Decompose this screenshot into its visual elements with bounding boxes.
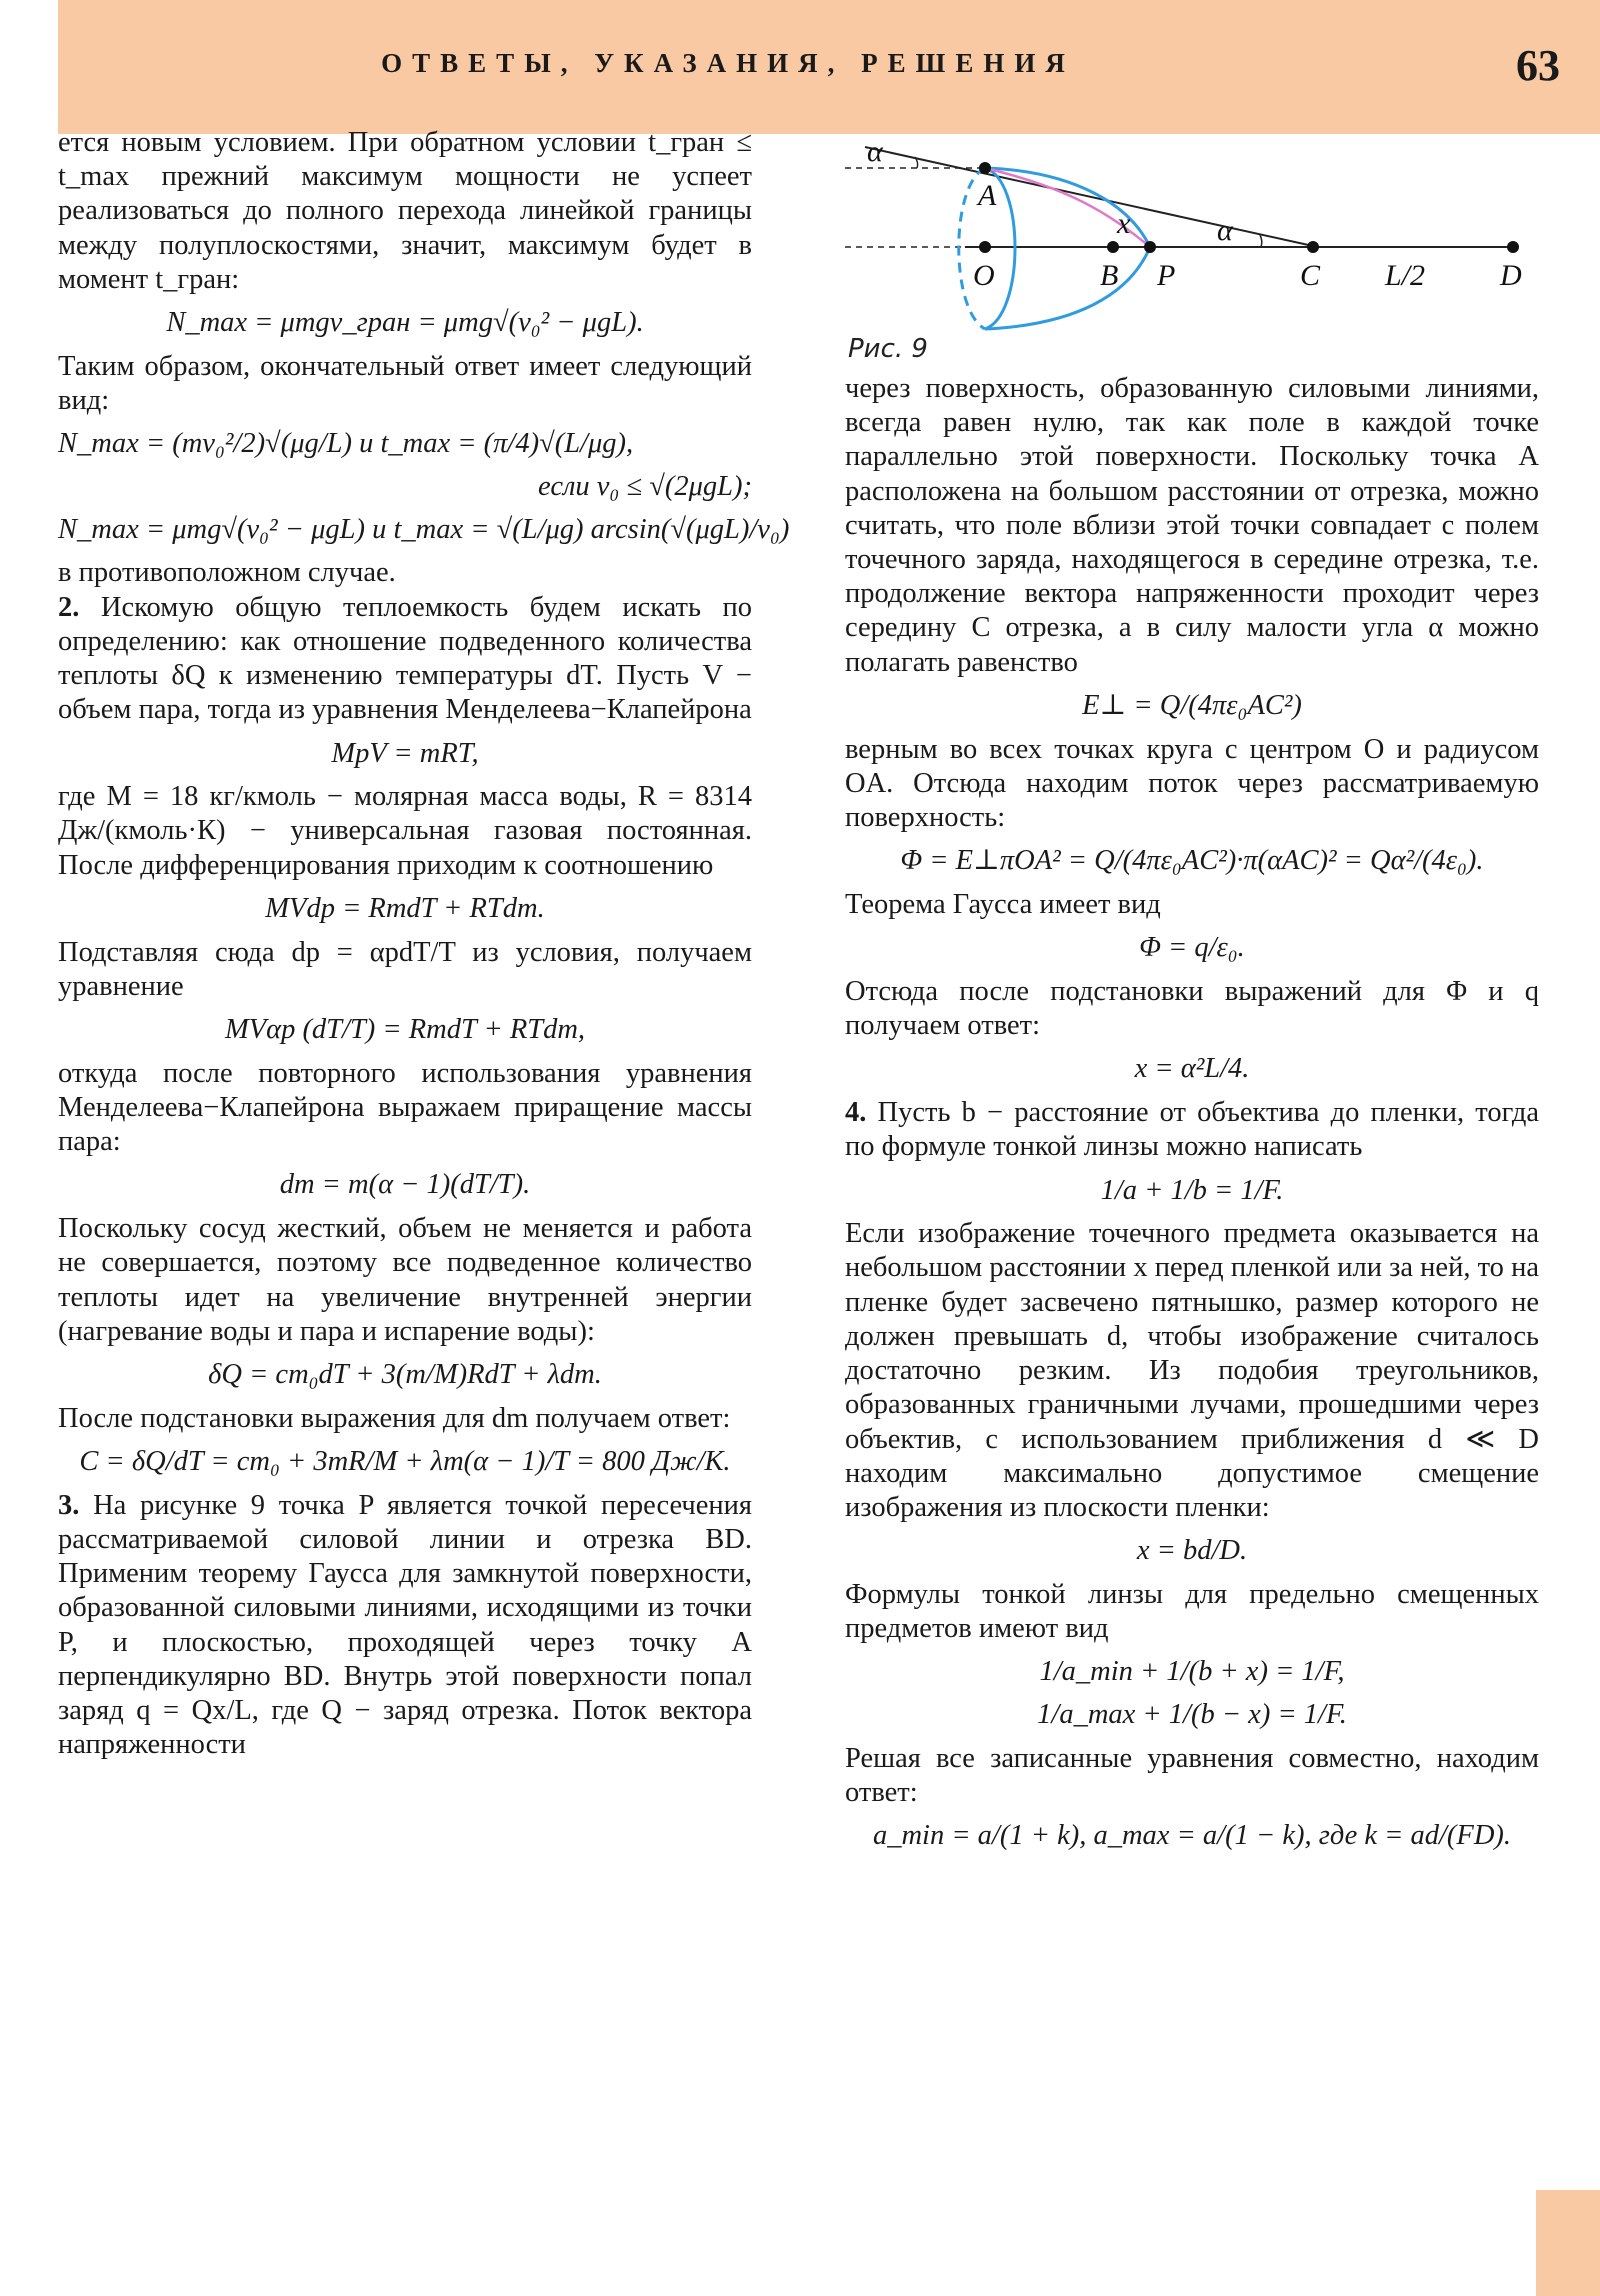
equation: 1/a + 1/b = 1/F. xyxy=(1100,1174,1284,1206)
paragraph: Теорема Гаусса имеет вид xyxy=(845,888,1161,920)
side-tab xyxy=(1536,2190,1600,2296)
paragraph: Поскольку сосуд жесткий, объем не меняется и работа не совершается, поэтому все подведенное количество теплоты идет на увеличение внутренней энергии (нагревание воды и пара и испарение воды): xyxy=(58,1213,752,1347)
paragraph: в противоположном случае. xyxy=(58,557,396,589)
label-B: B xyxy=(1100,259,1119,292)
paragraph: Подставляя сюда dp = αpdT/T из условия, получаем уравнение xyxy=(58,936,752,1002)
label-L2: L/2 xyxy=(1385,259,1426,292)
problem-number: 3. xyxy=(58,1489,80,1521)
label-A: A xyxy=(978,179,997,212)
equation: N_max = (mv₀²/2)√(μg/L) и t_max = (π/4)√(L/μg), xyxy=(58,428,634,460)
header-title: ОТВЕТЫ, УКАЗАНИЯ, РЕШЕНИЯ xyxy=(381,48,1075,78)
paragraph xyxy=(845,1096,1539,1164)
page-number: 63 xyxy=(1516,41,1560,90)
equation-condition: если v₀ ≤ √(2μgL); xyxy=(538,470,752,502)
paragraph: Формулы тонкой линзы для предельно смещенных предметов имеют вид xyxy=(845,1578,1539,1645)
equation: a_min = a/(1 + k), a_max = a/(1 − k), где k = ad/(FD). xyxy=(872,1820,1512,1852)
equation: MpV = mRT, xyxy=(331,737,479,769)
label-O: O xyxy=(973,259,995,292)
equation: δQ = cm₀dT + 3(m/M)RdT + λdm. xyxy=(208,1359,602,1390)
problem-number: 4. xyxy=(845,1097,867,1129)
equation: N_max = μmgv_гран = μmg√(v₀² − μgL). xyxy=(166,307,644,339)
paragraph: через поверхность, образованную силовыми линиями, всегда равен нулю, так как поле в каждой точке параллельно этой поверхности. Поскольку точка A расположена на большом расстоянии от отрезка, можно считать, что поле вблизи этой точки совпадает с полем точечного заряда, находящегося в середине отрезка, т.е. продолжение вектора напряженности проходит через середину C отрезка, а в силу малости угла α можно полагать равенство xyxy=(845,373,1539,678)
equation: MVαp (dT/T) = RmdT + RTdm, xyxy=(224,1014,586,1046)
equation: x = α²L/4. xyxy=(1134,1053,1250,1085)
equation: Φ = E⊥πOA² = Q/(4πε₀AC²)·π(αAC)² = Qα²/(4ε₀). xyxy=(900,845,1484,877)
equation: C = δQ/dT = cm₀ + 3mR/M + λm(α − 1)/T = 800 Дж/К. xyxy=(79,1445,731,1477)
paragraph xyxy=(58,591,752,728)
paragraph: верным во всех точках круга с центром O и радиусом OA. Отсюда находим поток через рассматриваемую поверхность: xyxy=(845,733,1539,833)
paragraph: Отсюда после подстановки выражений для Φ и q получаем ответ: xyxy=(845,975,1539,1042)
figure-9 xyxy=(845,125,1545,375)
paragraph-text: Искомую общую теплоемкость будем искать по определению: как отношение подведенного количества теплоты δQ к изменению температуры dT. Пусть V − объем пара, тогда из уравнения Менделеева−Клапейрона xyxy=(58,591,752,726)
figure-caption: Рис. 9 xyxy=(848,334,928,364)
right-column xyxy=(845,372,1539,1863)
paragraph: Таким образом, окончательный ответ имеет следующий вид: xyxy=(58,350,752,416)
equation: x = bd/D. xyxy=(1136,1535,1248,1567)
paragraph xyxy=(58,1489,752,1763)
figure-9-diagram xyxy=(845,125,1545,375)
paragraph: После подстановки выражения для dm получаем ответ: xyxy=(58,1402,731,1434)
paragraph: откуда после повторного использования уравнения Менделеева−Клапейрона выражаем приращение массы пара: xyxy=(58,1057,752,1158)
equation: dm = m(α − 1)(dT/T). xyxy=(279,1169,531,1201)
label-alpha-mid: α xyxy=(1217,214,1233,247)
page-header xyxy=(58,0,1600,134)
paragraph-text: На рисунке 9 точка P является точкой пересечения рассматриваемой силовой линии и отрезка BD. Применим теорему Гаусса для замкнутой поверхности, образованной силовыми линиями, исходящими из точки P, и плоскостью, проходящей через точку A перпендикулярно BD. Внутрь этой поверхности попал заряд q = Qx/L, где Q − заряд отрезка. Поток вектора напряженности xyxy=(58,1489,752,1761)
paragraph: ется новым условием. При обратном условии t_гран ≤ t_max прежний максимум мощности не успеет реализоваться до полного перехода линейкой границы между полуплоскостями, значит, максимум будет в момент t_гран: xyxy=(58,127,752,295)
label-P: P xyxy=(1157,259,1176,292)
label-C: C xyxy=(1300,259,1321,292)
paragraph: Решая все записанные уравнения совместно, находим ответ: xyxy=(845,1742,1539,1809)
equation: N_max = μmg√(v₀² − μgL) и t_max = √(L/μg) arcsin(√(μgL)/v₀) xyxy=(58,513,790,545)
paragraph: Если изображение точечного предмета оказывается на небольшом расстоянии x перед пленкой или за ней, то на пленке будет засвечено пятнышко, размер которого не должен превышать d, чтобы изображение считалось достаточно резким. Из подобия треугольников, образованных граничными лучами, прошедшими через объектив, с использованием приближения d ≪ D находим максимально допустимое смещение изображения из плоскости пленки: xyxy=(845,1218,1539,1523)
equation: E⊥ = Q/(4πε₀AC²) xyxy=(1082,689,1302,721)
equation: 1/a_max + 1/(b − x) = 1/F. xyxy=(1037,1699,1347,1731)
paragraph: где M = 18 кг/кмоль − молярная масса воды, R = 8314 Дж/(кмоль·К) − универсальная газовая постоянная. После дифференцирования приходим к соотношению xyxy=(58,781,752,881)
equation: MVdp = RmdT + RTdm. xyxy=(265,892,545,924)
left-column xyxy=(58,126,790,1762)
paragraph-text: Пусть b − расстояние от объектива до пленки, тогда по формуле тонкой линзы можно написать xyxy=(845,1097,1539,1163)
problem-number: 2. xyxy=(58,591,80,623)
label-alpha-top: α xyxy=(867,135,883,168)
equation: Φ = q/ε₀. xyxy=(1139,932,1245,964)
label-x: x xyxy=(1117,207,1131,240)
label-D: D xyxy=(1500,259,1522,292)
equation: 1/a_min + 1/(b + x) = 1/F, xyxy=(1039,1656,1345,1688)
